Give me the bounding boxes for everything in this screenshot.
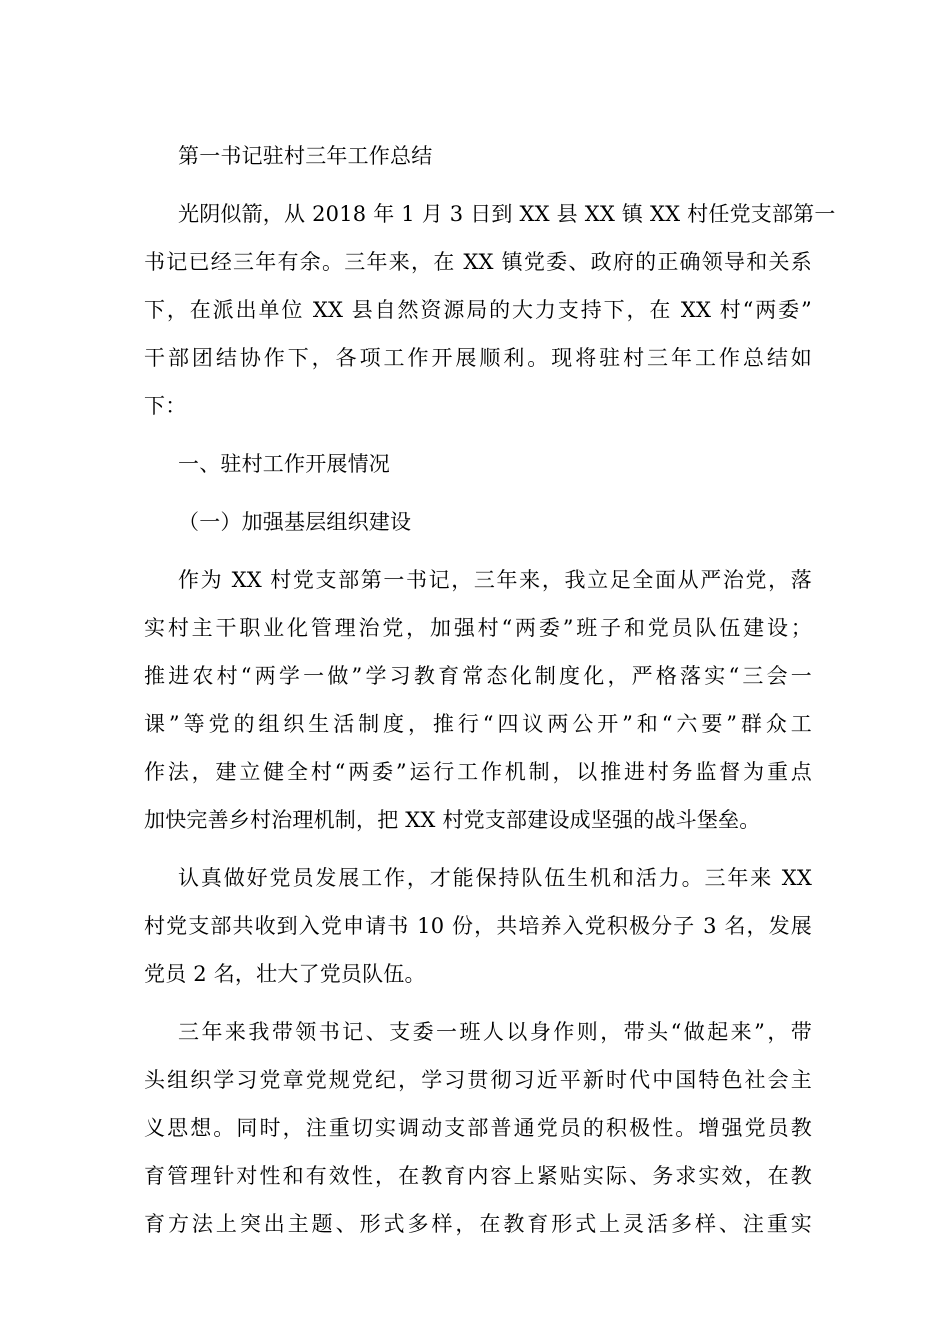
paragraph-line: 三年来我带领书记、支委一班人以身作则，带头“做起来”，带 bbox=[178, 1020, 812, 1044]
document-body bbox=[144, 132, 836, 1258]
paragraph-line: 义思想。同时，注重切实调动支部普通党员的积极性。增强党员教 bbox=[144, 1116, 812, 1140]
paragraph-line: 书记已经三年有余。三年来，在 XX 镇党委、政府的正确领导和关系 bbox=[144, 250, 812, 274]
paragraph-line: 实村主干职业化管理治党，加强村“两委”班子和党员队伍建设； bbox=[144, 616, 812, 640]
paragraph-line: 育方法上突出主题、形式多样，在教育形式上灵活多样、注重实 bbox=[144, 1212, 812, 1236]
document-title: 第一书记驻村三年工作总结 bbox=[178, 144, 433, 168]
paragraph-education bbox=[144, 1008, 812, 1248]
paragraph-line: 推进农村“两学一做”学习教育常态化制度化，严格落实“三会一 bbox=[144, 664, 812, 688]
section-heading-text: 一、驻村工作开展情况 bbox=[178, 452, 390, 476]
paragraph-line: 党员 2 名，壮大了党员队伍。 bbox=[144, 962, 426, 986]
paragraph-line: 认真做好党员发展工作，才能保持队伍生机和活力。三年来 XX bbox=[178, 866, 812, 890]
paragraph-line: 干部团结协作下，各项工作开展顺利。现将驻村三年工作总结如 bbox=[144, 346, 812, 370]
paragraph-line: 课”等党的组织生活制度，推行“四议两公开”和“六要”群众工 bbox=[144, 712, 812, 736]
paragraph-line: 下，在派出单位 XX 县自然资源局的大力支持下，在 XX 村“两委” bbox=[144, 298, 812, 322]
paragraph-line: 加快完善乡村治理机制，把 XX 村党支部建设成坚强的战斗堡垒。 bbox=[144, 808, 761, 832]
paragraph-line: 育管理针对性和有效性，在教育内容上紧贴实际、务求实效，在教 bbox=[144, 1164, 812, 1188]
subsection-heading bbox=[144, 498, 812, 546]
paragraph-line: 作为 XX 村党支部第一书记，三年来，我立足全面从严治党，落 bbox=[178, 568, 812, 592]
section-heading bbox=[144, 440, 812, 488]
paragraph-line: 光阴似箭，从 2018 年 1 月 3 日到 XX 县 XX 镇 XX 村任党支部第一 bbox=[178, 202, 836, 226]
paragraph-line: 村党支部共收到入党申请书 10 份，共培养入党积极分子 3 名，发展 bbox=[144, 914, 812, 938]
paragraph-organization bbox=[144, 556, 812, 844]
paragraph-line: 头组织学习党章党规党纪，学习贯彻习近平新时代中国特色社会主 bbox=[144, 1068, 812, 1092]
paragraph-line: 作法，建立健全村“两委”运行工作机制，以推进村务监督为重点 bbox=[144, 760, 812, 784]
subsection-heading-text: （一）加强基层组织建设 bbox=[178, 510, 412, 534]
paragraph-intro bbox=[144, 190, 836, 430]
paragraph-line: 下： bbox=[144, 394, 187, 418]
paragraph-membership bbox=[144, 854, 812, 998]
